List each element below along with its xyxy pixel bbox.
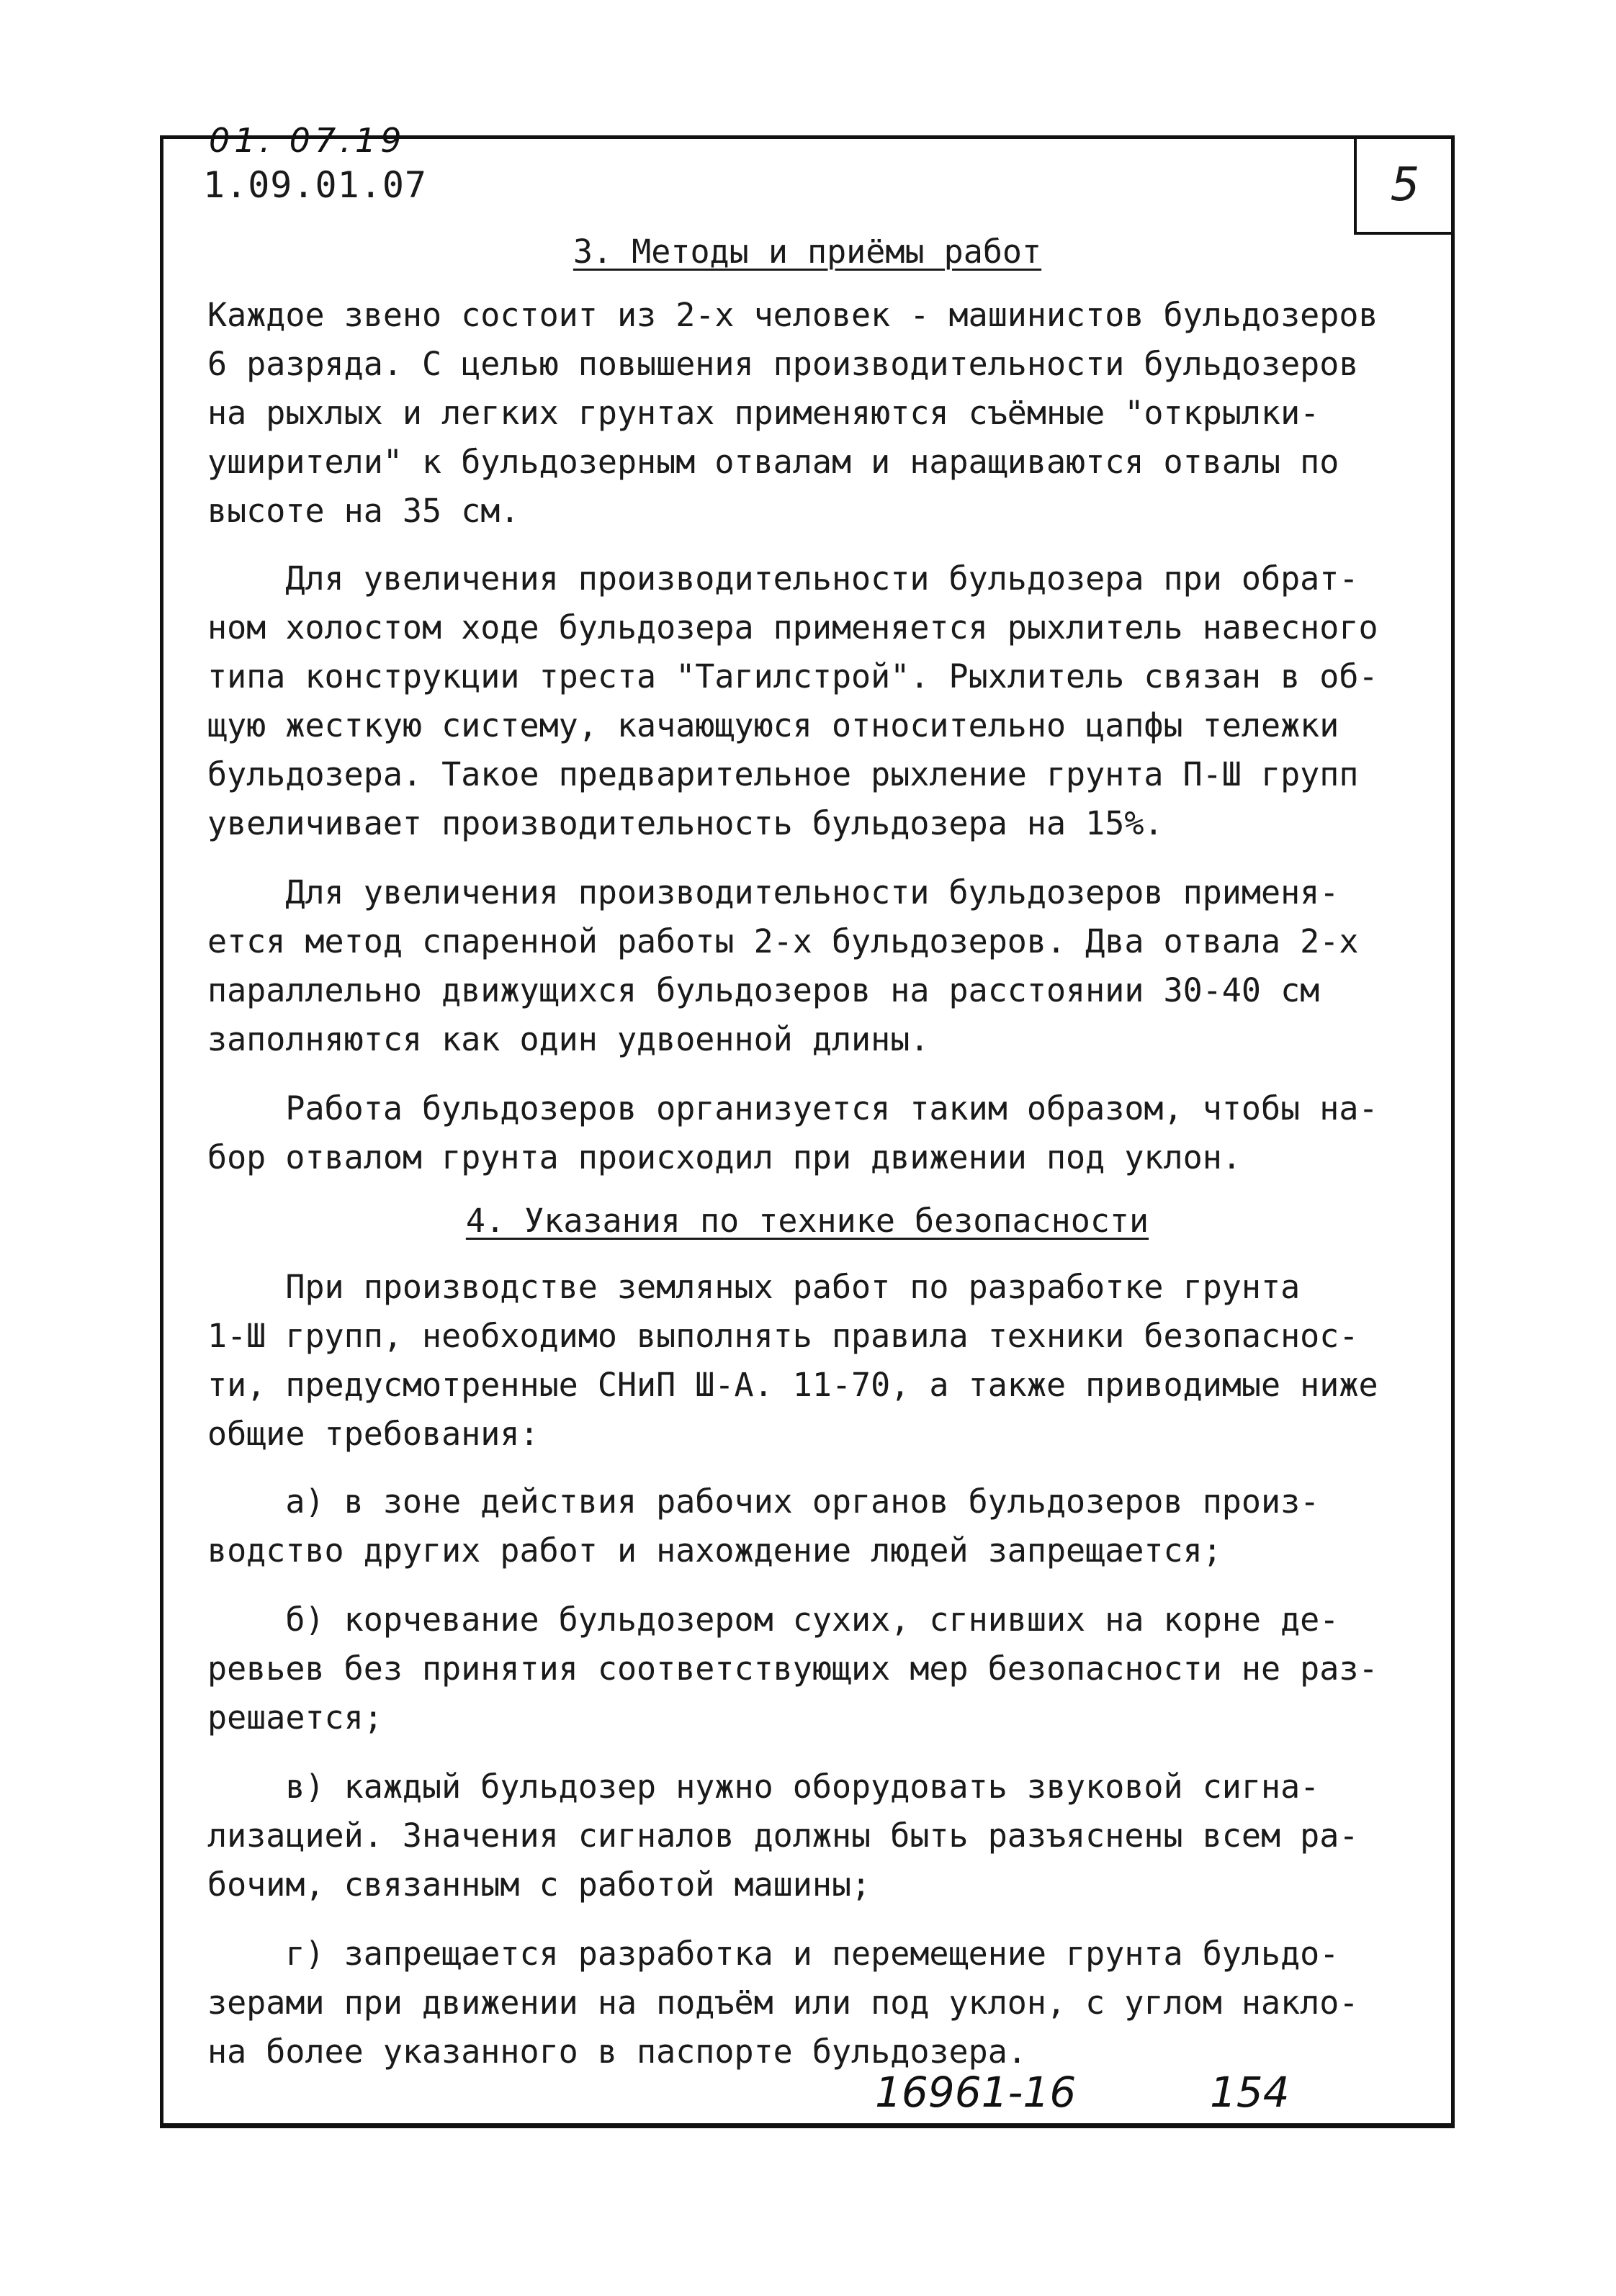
text-line: в) каждый бульдозер нужно оборудовать звуковой сигна-: [207, 1768, 1320, 1806]
page-number: 5: [1390, 158, 1420, 212]
document-code: 1.09.01.07: [203, 164, 428, 206]
text-line: Для увеличения производительности бульдозеров применя-: [207, 873, 1339, 911]
text-line: а) в зоне действия рабочих органов бульдозеров произ-: [207, 1482, 1320, 1521]
text-line: лизацией. Значения сигналов должны быть разъяснены всем ра-: [207, 1816, 1359, 1855]
text-line: щую жесткую систему, качающуюся относительно цапфы тележки: [207, 706, 1339, 744]
page-number-box: [1354, 138, 1453, 235]
text-line: высоте на 35 см.: [207, 492, 520, 530]
section-heading-safety: [160, 1198, 1455, 1244]
text-line: ном холостом ходе бульдозера применяется рыхлитель навесного: [207, 608, 1378, 647]
text-line: на более указанного в паспорте бульдозера.: [207, 2032, 1027, 2071]
text-line: на рыхлых и легких грунтах применяются съёмные "открылки-: [207, 394, 1320, 432]
footer-doc-number: 16961-16: [875, 2068, 1077, 2117]
text-line: решается;: [207, 1698, 383, 1737]
section-title: 3. Методы и приёмы работ: [573, 233, 1042, 271]
text-line: ется метод спаренной работы 2-х бульдозеров. Два отвала 2-х: [207, 922, 1359, 960]
text-line: водство других работ и нахождение людей запрещается;: [207, 1531, 1222, 1570]
text-line: бульдозера. Такое предварительное рыхление грунта П-Ш групп: [207, 755, 1359, 793]
text-line: 1-Ш групп, необходимо выполнять правила техники безопаснос-: [207, 1317, 1359, 1355]
section-heading-methods: [160, 229, 1455, 275]
text-line: 6 разряда. С целью повышения производительности бульдозеров: [207, 345, 1359, 383]
text-line: типа конструкции треста "Тагилстрой". Рыхлитель связан в об-: [207, 657, 1378, 695]
text-line: г) запрещается разработка и перемещение грунта бульдо-: [207, 1935, 1339, 1973]
text-line: бор отвалом грунта происходил при движении под уклон.: [207, 1138, 1242, 1176]
text-line: бочим, связанным с работой машины;: [207, 1865, 871, 1904]
handwritten-code: 01. 07.19: [209, 121, 406, 160]
text-line: зерами при движении на подъём или под уклон, с углом накло-: [207, 1984, 1359, 2022]
text-line: общие требования:: [207, 1415, 539, 1453]
text-line: уширители" к бульдозерным отвалам и наращиваются отвалы по: [207, 443, 1339, 481]
text-line: Работа бульдозеров организуется таким образом, чтобы на-: [207, 1089, 1378, 1127]
text-line: При производстве земляных работ по разработке грунта: [207, 1268, 1301, 1306]
text-line: Для увеличения производительности бульдозера при обрат-: [207, 559, 1359, 598]
text-line: б) корчевание бульдозером сухих, сгнивших на корне де-: [207, 1601, 1339, 1639]
text-line: заполняются как один удвоенной длины.: [207, 1020, 930, 1058]
text-line: Каждое звено состоит из 2-х человек - машинистов бульдозеров: [207, 296, 1378, 334]
section-title: 4. Указания по технике безопасности: [465, 1202, 1149, 1240]
text-line: увеличивает производительность бульдозера на 15%.: [207, 804, 1164, 842]
text-line: ревьев без принятия соответствующих мер безопасности не раз-: [207, 1649, 1378, 1688]
footer-sheet-number: 154: [1210, 2068, 1290, 2117]
text-line: параллельно движущихся бульдозеров на расстоянии 30-40 см: [207, 971, 1320, 1009]
text-line: ти, предусмотренные СНиП Ш-А. 11-70, а также приводимые ниже: [207, 1366, 1378, 1404]
